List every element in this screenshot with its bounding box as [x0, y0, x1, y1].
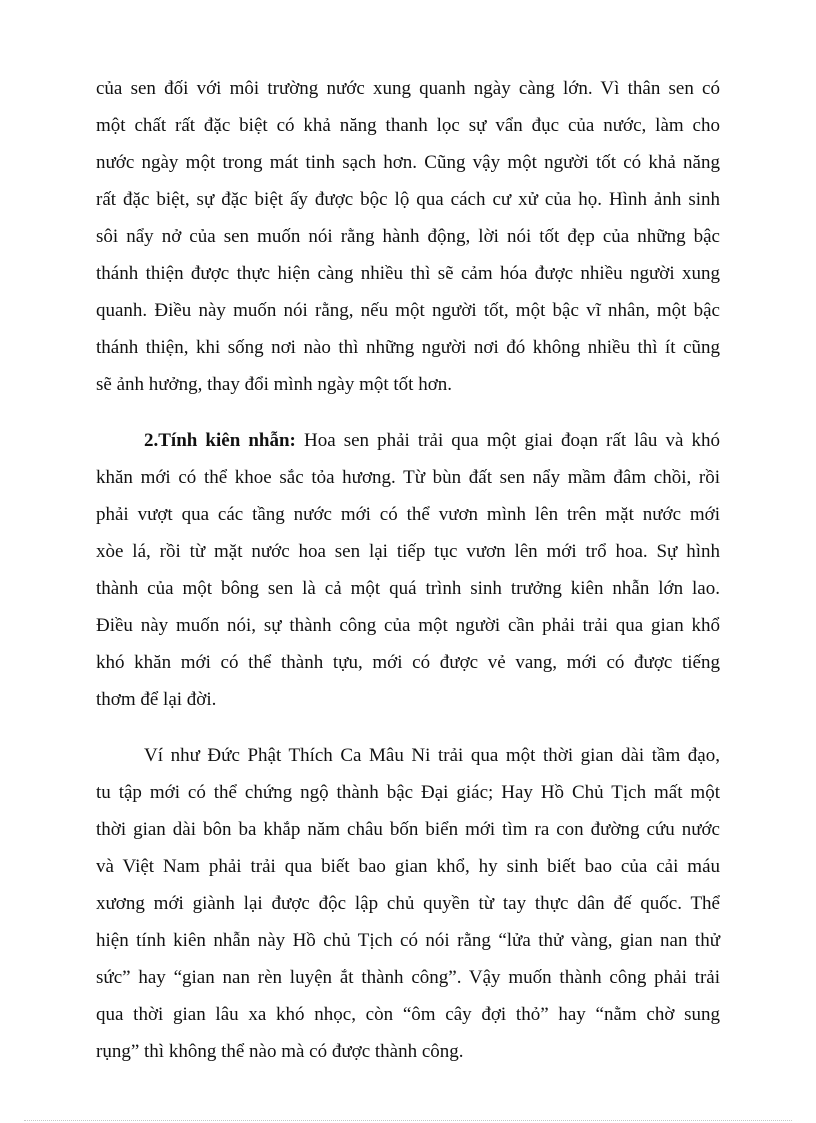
text-line: Ví như Đức Phật Thích Ca Mâu Ni trải qua một thời gian dài tầm đạo, — [144, 745, 720, 766]
text-line: thành của một bông sen là cả một quá trình sinh trưởng kiên nhẫn lớn lao. — [96, 578, 720, 599]
paragraph-patience — [96, 422, 720, 718]
text-line: của sen đối với môi trường nước xung quanh ngày càng lớn. Vì thân sen có — [96, 78, 720, 99]
text-line: hiện tính kiên nhẫn này Hồ chủ Tịch có nói rằng “lửa thử vàng, gian nan thử — [96, 930, 720, 951]
text-line: khăn mới có thể khoe sắc tỏa hương. Từ bùn đất sen nẩy mầm đâm chồi, rồi — [96, 467, 720, 488]
text-line: nước ngày một trong mát tinh sạch hơn. Cũng vậy một người tốt có khả năng — [96, 152, 720, 173]
text-line: một chất rất đặc biệt có khả năng thanh lọc sự vẩn đục của nước, làm cho — [96, 115, 720, 136]
page-bottom-divider — [24, 1120, 792, 1121]
text-line: sẽ ảnh hưởng, thay đổi mình ngày một tốt hơn. — [96, 374, 452, 395]
text-line: khó khăn mới có thể thành tựu, mới có được vẻ vang, mới có được tiếng — [96, 652, 720, 673]
text-line: phải vượt qua các tầng nước mới có thể vươn mình lên trên mặt nước mới — [96, 504, 720, 525]
section-heading: 2.Tính kiên nhẫn: — [144, 430, 296, 451]
text-line: tu tập mới có thể chứng ngộ thành bậc Đại giác; Hay Hồ Chủ Tịch mất một — [96, 782, 720, 803]
heading-line-rest: Hoa sen phải trải qua một giai đoạn rất lâu và khó — [303, 430, 720, 451]
text-line: qua thời gian lâu xa khó nhọc, còn “ôm cây đợi thỏ” hay “nằm chờ sung — [96, 1004, 720, 1025]
text-line: sôi nẩy nở của sen muốn nói rằng hành động, lời nói tốt đẹp của những bậc — [96, 226, 720, 247]
text-line: rất đặc biệt, sự đặc biệt ấy được bộc lộ qua cách cư xử của họ. Hình ảnh sinh — [96, 189, 720, 210]
text-line: và Việt Nam phải trải qua biết bao gian khổ, hy sinh biết bao của cải máu — [96, 856, 720, 877]
text-line — [96, 422, 720, 459]
text-line: Điều này muốn nói, sự thành công của một người cần phải trải qua gian khổ — [96, 615, 720, 636]
text-line: thơm để lại đời. — [96, 689, 217, 710]
text-line: xòe lá, rồi từ mặt nước hoa sen lại tiếp tục vươn lên mới trổ hoa. Sự hình — [96, 541, 720, 562]
paragraph-examples — [96, 737, 720, 1070]
text-line: thời gian dài bôn ba khắp năm châu bốn biển mới tìm ra con đường cứu nước — [96, 819, 720, 840]
text-line: thánh thiện, khi sống nơi nào thì những người nơi đó không nhiều thì ít cũng — [96, 337, 720, 358]
text-line: thánh thiện được thực hiện càng nhiều thì sẽ cảm hóa được nhiều người xung — [96, 263, 720, 284]
document-page — [96, 70, 720, 1070]
paragraph-lotus-purifying — [96, 70, 720, 403]
text-line: sức” hay “gian nan rèn luyện ắt thành công”. Vậy muốn thành công phải trải — [96, 967, 720, 988]
text-line: rụng” thì không thể nào mà có được thành công. — [96, 1041, 464, 1062]
text-line: quanh. Điều này muốn nói rằng, nếu một người tốt, một bậc vĩ nhân, một bậc — [96, 300, 720, 321]
text-line: xương mới giành lại được độc lập chủ quyền từ tay thực dân đế quốc. Thể — [96, 893, 720, 914]
